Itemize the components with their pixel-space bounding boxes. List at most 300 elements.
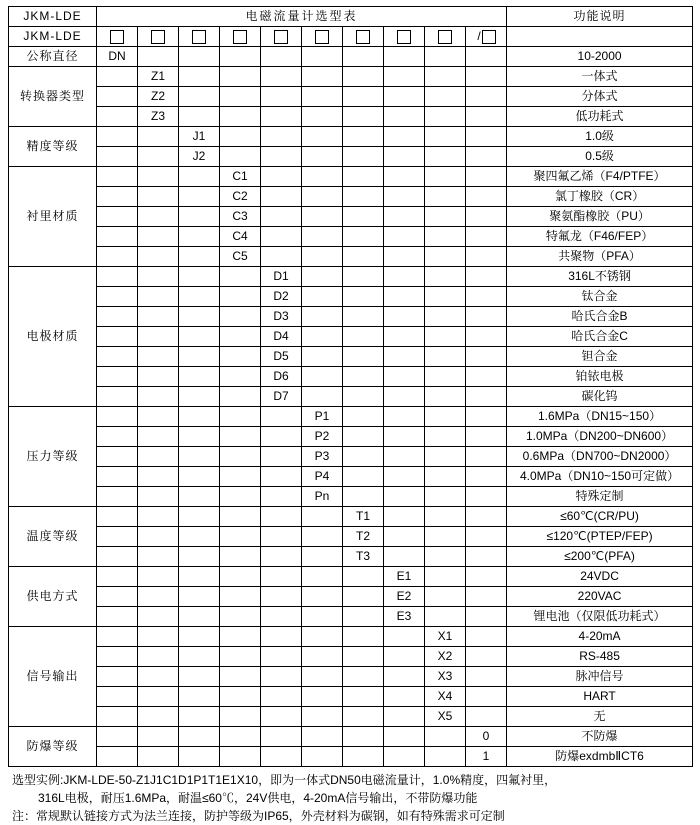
empty-cell bbox=[466, 227, 507, 247]
empty-cell bbox=[466, 407, 507, 427]
empty-cell bbox=[220, 567, 261, 587]
empty-cell bbox=[179, 207, 220, 227]
empty-cell bbox=[466, 627, 507, 647]
empty-cell bbox=[97, 487, 138, 507]
empty-cell bbox=[220, 407, 261, 427]
code-cell[interactable]: Z3 bbox=[138, 107, 179, 127]
empty-cell bbox=[261, 487, 302, 507]
code-cell[interactable]: D3 bbox=[261, 307, 302, 327]
code-cell[interactable]: J2 bbox=[179, 147, 220, 167]
empty-cell bbox=[138, 387, 179, 407]
empty-cell bbox=[384, 67, 425, 87]
code-cell[interactable]: D2 bbox=[261, 287, 302, 307]
empty-cell bbox=[97, 307, 138, 327]
empty-cell bbox=[220, 387, 261, 407]
empty-cell bbox=[138, 307, 179, 327]
table-row bbox=[9, 147, 693, 167]
table-row bbox=[9, 307, 693, 327]
code-cell[interactable]: X4 bbox=[425, 687, 466, 707]
description-cell: 铂铱电极 bbox=[507, 367, 693, 387]
empty-cell bbox=[138, 687, 179, 707]
empty-cell bbox=[261, 87, 302, 107]
description-cell: ≤60℃(CR/PU) bbox=[507, 507, 693, 527]
empty-cell bbox=[138, 367, 179, 387]
empty-cell bbox=[466, 167, 507, 187]
empty-cell bbox=[466, 287, 507, 307]
empty-cell bbox=[466, 507, 507, 527]
empty-cell bbox=[302, 187, 343, 207]
empty-cell bbox=[97, 547, 138, 567]
empty-cell bbox=[179, 427, 220, 447]
empty-cell bbox=[466, 687, 507, 707]
empty-cell bbox=[466, 187, 507, 207]
empty-cell bbox=[425, 487, 466, 507]
code-cell[interactable]: E3 bbox=[384, 607, 425, 627]
code-box-3[interactable] bbox=[179, 27, 220, 47]
empty-cell bbox=[425, 727, 466, 747]
empty-cell bbox=[179, 387, 220, 407]
description-cell: 锂电池（仅限低功耗式） bbox=[507, 607, 693, 627]
table-row bbox=[9, 427, 693, 447]
empty-cell bbox=[138, 207, 179, 227]
description-cell: 钽合金 bbox=[507, 347, 693, 367]
table-row bbox=[9, 447, 693, 467]
empty-cell bbox=[302, 507, 343, 527]
empty-cell bbox=[302, 47, 343, 67]
empty-cell bbox=[343, 367, 384, 387]
empty-cell bbox=[138, 187, 179, 207]
empty-cell bbox=[220, 647, 261, 667]
description-cell: 特殊定制 bbox=[507, 487, 693, 507]
empty-cell bbox=[97, 447, 138, 467]
code-box-row bbox=[9, 27, 693, 47]
description-cell: 一体式 bbox=[507, 67, 693, 87]
empty-cell bbox=[261, 47, 302, 67]
row-label-4: 电极材质 bbox=[9, 267, 97, 407]
empty-cell bbox=[343, 67, 384, 87]
empty-cell bbox=[384, 247, 425, 267]
empty-cell bbox=[384, 167, 425, 187]
empty-cell bbox=[343, 287, 384, 307]
empty-cell bbox=[384, 47, 425, 67]
empty-cell bbox=[138, 147, 179, 167]
empty-cell bbox=[384, 507, 425, 527]
empty-cell bbox=[384, 427, 425, 447]
empty-cell bbox=[343, 87, 384, 107]
empty-cell bbox=[220, 267, 261, 287]
code-cell[interactable]: 1 bbox=[466, 747, 507, 767]
empty-cell bbox=[343, 487, 384, 507]
empty-cell bbox=[302, 547, 343, 567]
empty-cell bbox=[220, 587, 261, 607]
empty-cell bbox=[179, 587, 220, 607]
empty-cell bbox=[261, 467, 302, 487]
empty-cell bbox=[384, 647, 425, 667]
empty-cell bbox=[466, 127, 507, 147]
empty-cell bbox=[302, 607, 343, 627]
empty-cell bbox=[220, 67, 261, 87]
table-row bbox=[9, 107, 693, 127]
description-cell: 4.0MPa（DN10~150可定做） bbox=[507, 467, 693, 487]
code-cell[interactable]: C3 bbox=[220, 207, 261, 227]
empty-cell bbox=[138, 167, 179, 187]
empty-cell bbox=[179, 407, 220, 427]
empty-cell bbox=[343, 387, 384, 407]
empty-cell bbox=[425, 507, 466, 527]
code-box-4[interactable] bbox=[220, 27, 261, 47]
empty-cell bbox=[302, 287, 343, 307]
empty-cell bbox=[425, 387, 466, 407]
empty-cell bbox=[220, 427, 261, 447]
code-box-7[interactable] bbox=[343, 27, 384, 47]
empty-cell bbox=[384, 447, 425, 467]
code-cell[interactable]: D6 bbox=[261, 367, 302, 387]
empty-cell bbox=[425, 427, 466, 447]
empty-cell bbox=[302, 707, 343, 727]
description-cell: 钛合金 bbox=[507, 287, 693, 307]
code-cell[interactable]: C4 bbox=[220, 227, 261, 247]
empty-cell bbox=[466, 647, 507, 667]
empty-cell bbox=[302, 307, 343, 327]
empty-cell bbox=[138, 567, 179, 587]
checkbox-glyph bbox=[438, 30, 452, 44]
empty-cell bbox=[261, 507, 302, 527]
description-cell: 低功耗式 bbox=[507, 107, 693, 127]
code-cell[interactable]: Z1 bbox=[138, 67, 179, 87]
description-cell: 1.0级 bbox=[507, 127, 693, 147]
empty-cell bbox=[425, 167, 466, 187]
empty-cell bbox=[384, 207, 425, 227]
empty-cell bbox=[97, 387, 138, 407]
code-cell[interactable]: P3 bbox=[302, 447, 343, 467]
empty-cell bbox=[220, 707, 261, 727]
table-row bbox=[9, 607, 693, 627]
table-row bbox=[9, 747, 693, 767]
table-row bbox=[9, 47, 693, 67]
empty-cell bbox=[384, 287, 425, 307]
table-row bbox=[9, 467, 693, 487]
empty-cell bbox=[97, 707, 138, 727]
empty-cell bbox=[343, 587, 384, 607]
empty-cell bbox=[138, 667, 179, 687]
empty-cell bbox=[261, 587, 302, 607]
empty-cell bbox=[384, 367, 425, 387]
empty-cell bbox=[384, 267, 425, 287]
empty-cell bbox=[220, 347, 261, 367]
empty-cell bbox=[302, 647, 343, 667]
empty-cell bbox=[466, 247, 507, 267]
description-cell: 0.5级 bbox=[507, 147, 693, 167]
empty-cell bbox=[261, 167, 302, 187]
empty-cell bbox=[384, 467, 425, 487]
empty-cell bbox=[343, 727, 384, 747]
code-cell[interactable]: X3 bbox=[425, 667, 466, 687]
empty-cell bbox=[425, 247, 466, 267]
slash-separator: / bbox=[477, 29, 481, 43]
empty-cell bbox=[425, 327, 466, 347]
checkbox-glyph bbox=[274, 30, 288, 44]
empty-cell bbox=[220, 367, 261, 387]
empty-cell bbox=[466, 707, 507, 727]
empty-cell bbox=[138, 287, 179, 307]
empty-cell bbox=[138, 127, 179, 147]
empty-cell bbox=[261, 627, 302, 647]
empty-cell bbox=[343, 107, 384, 127]
empty-cell bbox=[261, 547, 302, 567]
row-label-9: 防爆等级 bbox=[9, 727, 97, 767]
empty-cell bbox=[97, 627, 138, 647]
row-label-1: 转换器类型 bbox=[9, 67, 97, 127]
empty-cell bbox=[97, 167, 138, 187]
empty-cell bbox=[466, 307, 507, 327]
empty-cell bbox=[343, 447, 384, 467]
empty-cell bbox=[343, 667, 384, 687]
empty-cell bbox=[343, 567, 384, 587]
table-row bbox=[9, 387, 693, 407]
row-label-5: 压力等级 bbox=[9, 407, 97, 507]
empty-cell bbox=[261, 147, 302, 167]
empty-cell bbox=[138, 727, 179, 747]
table-row bbox=[9, 347, 693, 367]
empty-cell bbox=[97, 227, 138, 247]
empty-cell bbox=[261, 647, 302, 667]
code-box-slash-10[interactable] bbox=[466, 27, 507, 47]
empty-cell bbox=[302, 627, 343, 647]
empty-cell bbox=[97, 127, 138, 147]
empty-cell bbox=[343, 227, 384, 247]
empty-cell bbox=[466, 387, 507, 407]
table-row bbox=[9, 667, 693, 687]
empty-cell bbox=[179, 607, 220, 627]
empty-cell bbox=[384, 107, 425, 127]
empty-cell bbox=[343, 647, 384, 667]
empty-cell bbox=[343, 607, 384, 627]
empty-cell bbox=[261, 567, 302, 587]
code-box-9[interactable] bbox=[425, 27, 466, 47]
empty-cell bbox=[179, 47, 220, 67]
row-label-8: 信号输出 bbox=[9, 627, 97, 727]
code-cell[interactable]: X1 bbox=[425, 627, 466, 647]
note-example-line2: 316L电极，耐压1.6MPa，耐温≤60℃，24V供电，4-20mA信号输出，不带防爆功能 bbox=[38, 791, 478, 805]
notes-block bbox=[8, 767, 692, 825]
empty-cell bbox=[179, 667, 220, 687]
empty-cell bbox=[138, 487, 179, 507]
code-cell[interactable]: D4 bbox=[261, 327, 302, 347]
empty-cell bbox=[179, 447, 220, 467]
empty-cell bbox=[302, 107, 343, 127]
empty-cell bbox=[179, 627, 220, 647]
table-header-row bbox=[9, 7, 693, 27]
empty-cell bbox=[425, 607, 466, 627]
code-cell[interactable]: E1 bbox=[384, 567, 425, 587]
empty-cell bbox=[138, 527, 179, 547]
table-row bbox=[9, 647, 693, 667]
code-cell[interactable]: T2 bbox=[343, 527, 384, 547]
empty-cell bbox=[425, 367, 466, 387]
empty-cell bbox=[302, 747, 343, 767]
empty-cell bbox=[179, 227, 220, 247]
empty-cell bbox=[384, 627, 425, 647]
code-cell[interactable]: D5 bbox=[261, 347, 302, 367]
empty-cell bbox=[220, 487, 261, 507]
empty-cell bbox=[261, 67, 302, 87]
empty-cell bbox=[179, 247, 220, 267]
empty-cell bbox=[261, 747, 302, 767]
description-cell: 316L不锈钢 bbox=[507, 267, 693, 287]
empty-cell bbox=[220, 107, 261, 127]
description-cell: 聚氨酯橡胶（PU） bbox=[507, 207, 693, 227]
empty-cell bbox=[97, 87, 138, 107]
code-cell[interactable]: DN bbox=[97, 47, 138, 67]
selection-table bbox=[8, 6, 693, 767]
empty-cell bbox=[302, 387, 343, 407]
empty-cell bbox=[138, 427, 179, 447]
empty-cell bbox=[425, 747, 466, 767]
empty-cell bbox=[179, 707, 220, 727]
empty-cell bbox=[97, 207, 138, 227]
empty-cell bbox=[425, 127, 466, 147]
selection-table-body bbox=[9, 7, 693, 767]
empty-cell bbox=[179, 647, 220, 667]
table-row bbox=[9, 587, 693, 607]
empty-cell bbox=[220, 447, 261, 467]
description-cell: 无 bbox=[507, 707, 693, 727]
empty-cell bbox=[343, 47, 384, 67]
empty-cell bbox=[97, 587, 138, 607]
empty-cell bbox=[425, 187, 466, 207]
empty-cell bbox=[384, 347, 425, 367]
empty-cell bbox=[179, 547, 220, 567]
empty-cell bbox=[384, 227, 425, 247]
code-cell[interactable]: D1 bbox=[261, 267, 302, 287]
empty-cell bbox=[343, 707, 384, 727]
code-cell[interactable]: C2 bbox=[220, 187, 261, 207]
empty-cell bbox=[97, 727, 138, 747]
empty-cell bbox=[97, 267, 138, 287]
empty-cell bbox=[138, 347, 179, 367]
description-cell: 10-2000 bbox=[507, 47, 693, 67]
code-cell[interactable]: P1 bbox=[302, 407, 343, 427]
empty-cell bbox=[179, 687, 220, 707]
row-label-6: 温度等级 bbox=[9, 507, 97, 567]
code-box-8[interactable] bbox=[384, 27, 425, 47]
description-cell: 0.6MPa（DN700~DN2000） bbox=[507, 447, 693, 467]
code-cell[interactable]: 0 bbox=[466, 727, 507, 747]
empty-cell bbox=[179, 107, 220, 127]
code-cell[interactable]: P2 bbox=[302, 427, 343, 447]
empty-cell bbox=[138, 607, 179, 627]
description-cell: 24VDC bbox=[507, 567, 693, 587]
empty-cell bbox=[466, 487, 507, 507]
code-box-5[interactable] bbox=[261, 27, 302, 47]
empty-cell bbox=[97, 667, 138, 687]
empty-cell bbox=[466, 347, 507, 367]
code-cell[interactable]: C5 bbox=[220, 247, 261, 267]
empty-cell bbox=[343, 127, 384, 147]
empty-cell bbox=[384, 727, 425, 747]
code-cell[interactable]: C1 bbox=[220, 167, 261, 187]
empty-cell bbox=[220, 47, 261, 67]
table-row bbox=[9, 707, 693, 727]
empty-cell bbox=[343, 147, 384, 167]
table-row bbox=[9, 87, 693, 107]
empty-cell bbox=[466, 67, 507, 87]
empty-cell bbox=[302, 227, 343, 247]
empty-cell bbox=[302, 207, 343, 227]
empty-cell bbox=[97, 327, 138, 347]
code-cell[interactable]: E2 bbox=[384, 587, 425, 607]
code-box-2[interactable] bbox=[138, 27, 179, 47]
empty-cell bbox=[97, 527, 138, 547]
empty-cell bbox=[138, 327, 179, 347]
code-cell[interactable]: P4 bbox=[302, 467, 343, 487]
description-cell: 氯丁橡胶（CR） bbox=[507, 187, 693, 207]
empty-cell bbox=[261, 227, 302, 247]
empty-cell bbox=[138, 467, 179, 487]
checkbox-glyph bbox=[315, 30, 329, 44]
empty-cell bbox=[384, 87, 425, 107]
empty-cell bbox=[343, 167, 384, 187]
description-cell: 4-20mA bbox=[507, 627, 693, 647]
empty-cell bbox=[261, 687, 302, 707]
empty-cell bbox=[466, 367, 507, 387]
empty-cell bbox=[425, 227, 466, 247]
empty-cell bbox=[179, 87, 220, 107]
empty-cell bbox=[302, 527, 343, 547]
empty-cell bbox=[220, 327, 261, 347]
table-row bbox=[9, 567, 693, 587]
empty-cell bbox=[179, 307, 220, 327]
empty-cell bbox=[97, 647, 138, 667]
empty-cell bbox=[261, 247, 302, 267]
empty-cell bbox=[220, 627, 261, 647]
empty-cell bbox=[302, 267, 343, 287]
empty-cell bbox=[179, 327, 220, 347]
empty-cell bbox=[138, 507, 179, 527]
empty-cell bbox=[179, 507, 220, 527]
code-cell[interactable]: X2 bbox=[425, 647, 466, 667]
code-cell[interactable]: T3 bbox=[343, 547, 384, 567]
code-cell[interactable]: T1 bbox=[343, 507, 384, 527]
empty-cell bbox=[261, 727, 302, 747]
table-row bbox=[9, 547, 693, 567]
code-cell[interactable]: D7 bbox=[261, 387, 302, 407]
code-box-6[interactable] bbox=[302, 27, 343, 47]
table-row bbox=[9, 727, 693, 747]
empty-cell bbox=[384, 547, 425, 567]
code-cell[interactable]: X5 bbox=[425, 707, 466, 727]
empty-cell bbox=[261, 667, 302, 687]
table-row bbox=[9, 247, 693, 267]
code-cell[interactable]: Pn bbox=[302, 487, 343, 507]
code-box-1[interactable] bbox=[97, 27, 138, 47]
empty-cell bbox=[179, 487, 220, 507]
empty-cell bbox=[220, 127, 261, 147]
note-example-line1: 选型实例:JKM-LDE-50-Z1J1C1D1P1T1E1X10，即为一体式DN50电磁流量计，1.0%精度，四氟衬里， bbox=[12, 773, 557, 787]
description-cell: RS-485 bbox=[507, 647, 693, 667]
code-cell[interactable]: J1 bbox=[179, 127, 220, 147]
code-cell[interactable]: Z2 bbox=[138, 87, 179, 107]
empty-cell bbox=[179, 347, 220, 367]
empty-cell bbox=[220, 607, 261, 627]
empty-cell bbox=[343, 687, 384, 707]
empty-cell bbox=[343, 747, 384, 767]
empty-cell bbox=[179, 187, 220, 207]
description-cell: 碳化钨 bbox=[507, 387, 693, 407]
empty-cell bbox=[302, 67, 343, 87]
empty-cell bbox=[179, 367, 220, 387]
empty-cell bbox=[425, 287, 466, 307]
